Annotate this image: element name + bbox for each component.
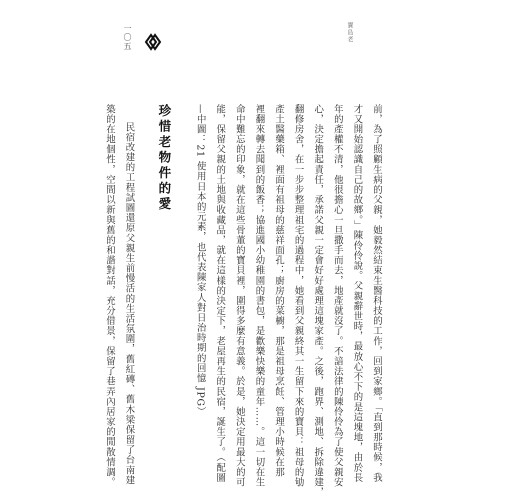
body-column: 心，決定擔起責任，承諾父親一定會好好處理這塊家產。之後，跑界、測地、拆除違建，	[312, 104, 324, 498]
body-column: 翻修房舍，在一步步整理祖宅的過程中，她看到父親終其一生留下來的寶貝：祖母的劬	[292, 104, 304, 488]
body-column: 能，保留父親的土地與收藏品，就在這樣的決定下，老屋再生的民宿，誕生了。（配圖	[214, 104, 226, 483]
body-column: 年的產權不清，他很擔心一旦撒手而去，地產就沒了。不諳法律的陳伶伶為了使父親安	[331, 104, 343, 488]
body-column: 產土醫藥箱、裡面有祖母的慈祥面孔；廚房的菜櫥，那是祖母烹飪、管理小時候在那	[273, 104, 285, 478]
running-head: 寶島老	[346, 22, 353, 43]
body-column: 前，為了照顧生病的父親，她毅然結束生醫科技的工作，回到家鄉。「直到那時候，我	[371, 104, 382, 483]
page-number: 一〇五	[123, 24, 132, 51]
spacer	[181, 104, 185, 454]
body-column: 命中難忘的印象，就在這些骨董的寶貝裡，圍得多麼有意義。於是，她決定用最大的可	[233, 104, 245, 488]
body-column: 才又開始認識自己的故鄉。」陳伶伶說。父親辭世時，最放心不下的是這塊地，由於長	[351, 104, 363, 483]
vertical-text-block	[103, 104, 382, 498]
spacer	[144, 104, 148, 454]
body-column: 裡翻來轉去聞到的飯香；協進國小幼稚園的書包，是歡樂快樂的童年……。這一切在生	[253, 104, 265, 488]
section-heading: 珍惜老物件的愛	[156, 104, 172, 213]
body-column: 民宿改建的工程試圖還原父親生前慢活的生活氛圍，舊紅磚、舊木梁保留了台南建	[123, 122, 135, 486]
body-column: —中圖：21 使用日本的元素，也代表陳家人對日治時期的回憶 JPG）	[194, 104, 206, 417]
publisher-diamond-logo-icon	[140, 31, 164, 53]
body-column: 築的在地個性，空間以新與舊的和諧對話，充分借景，保留了巷弄內居家的閒散情調。	[103, 104, 115, 488]
